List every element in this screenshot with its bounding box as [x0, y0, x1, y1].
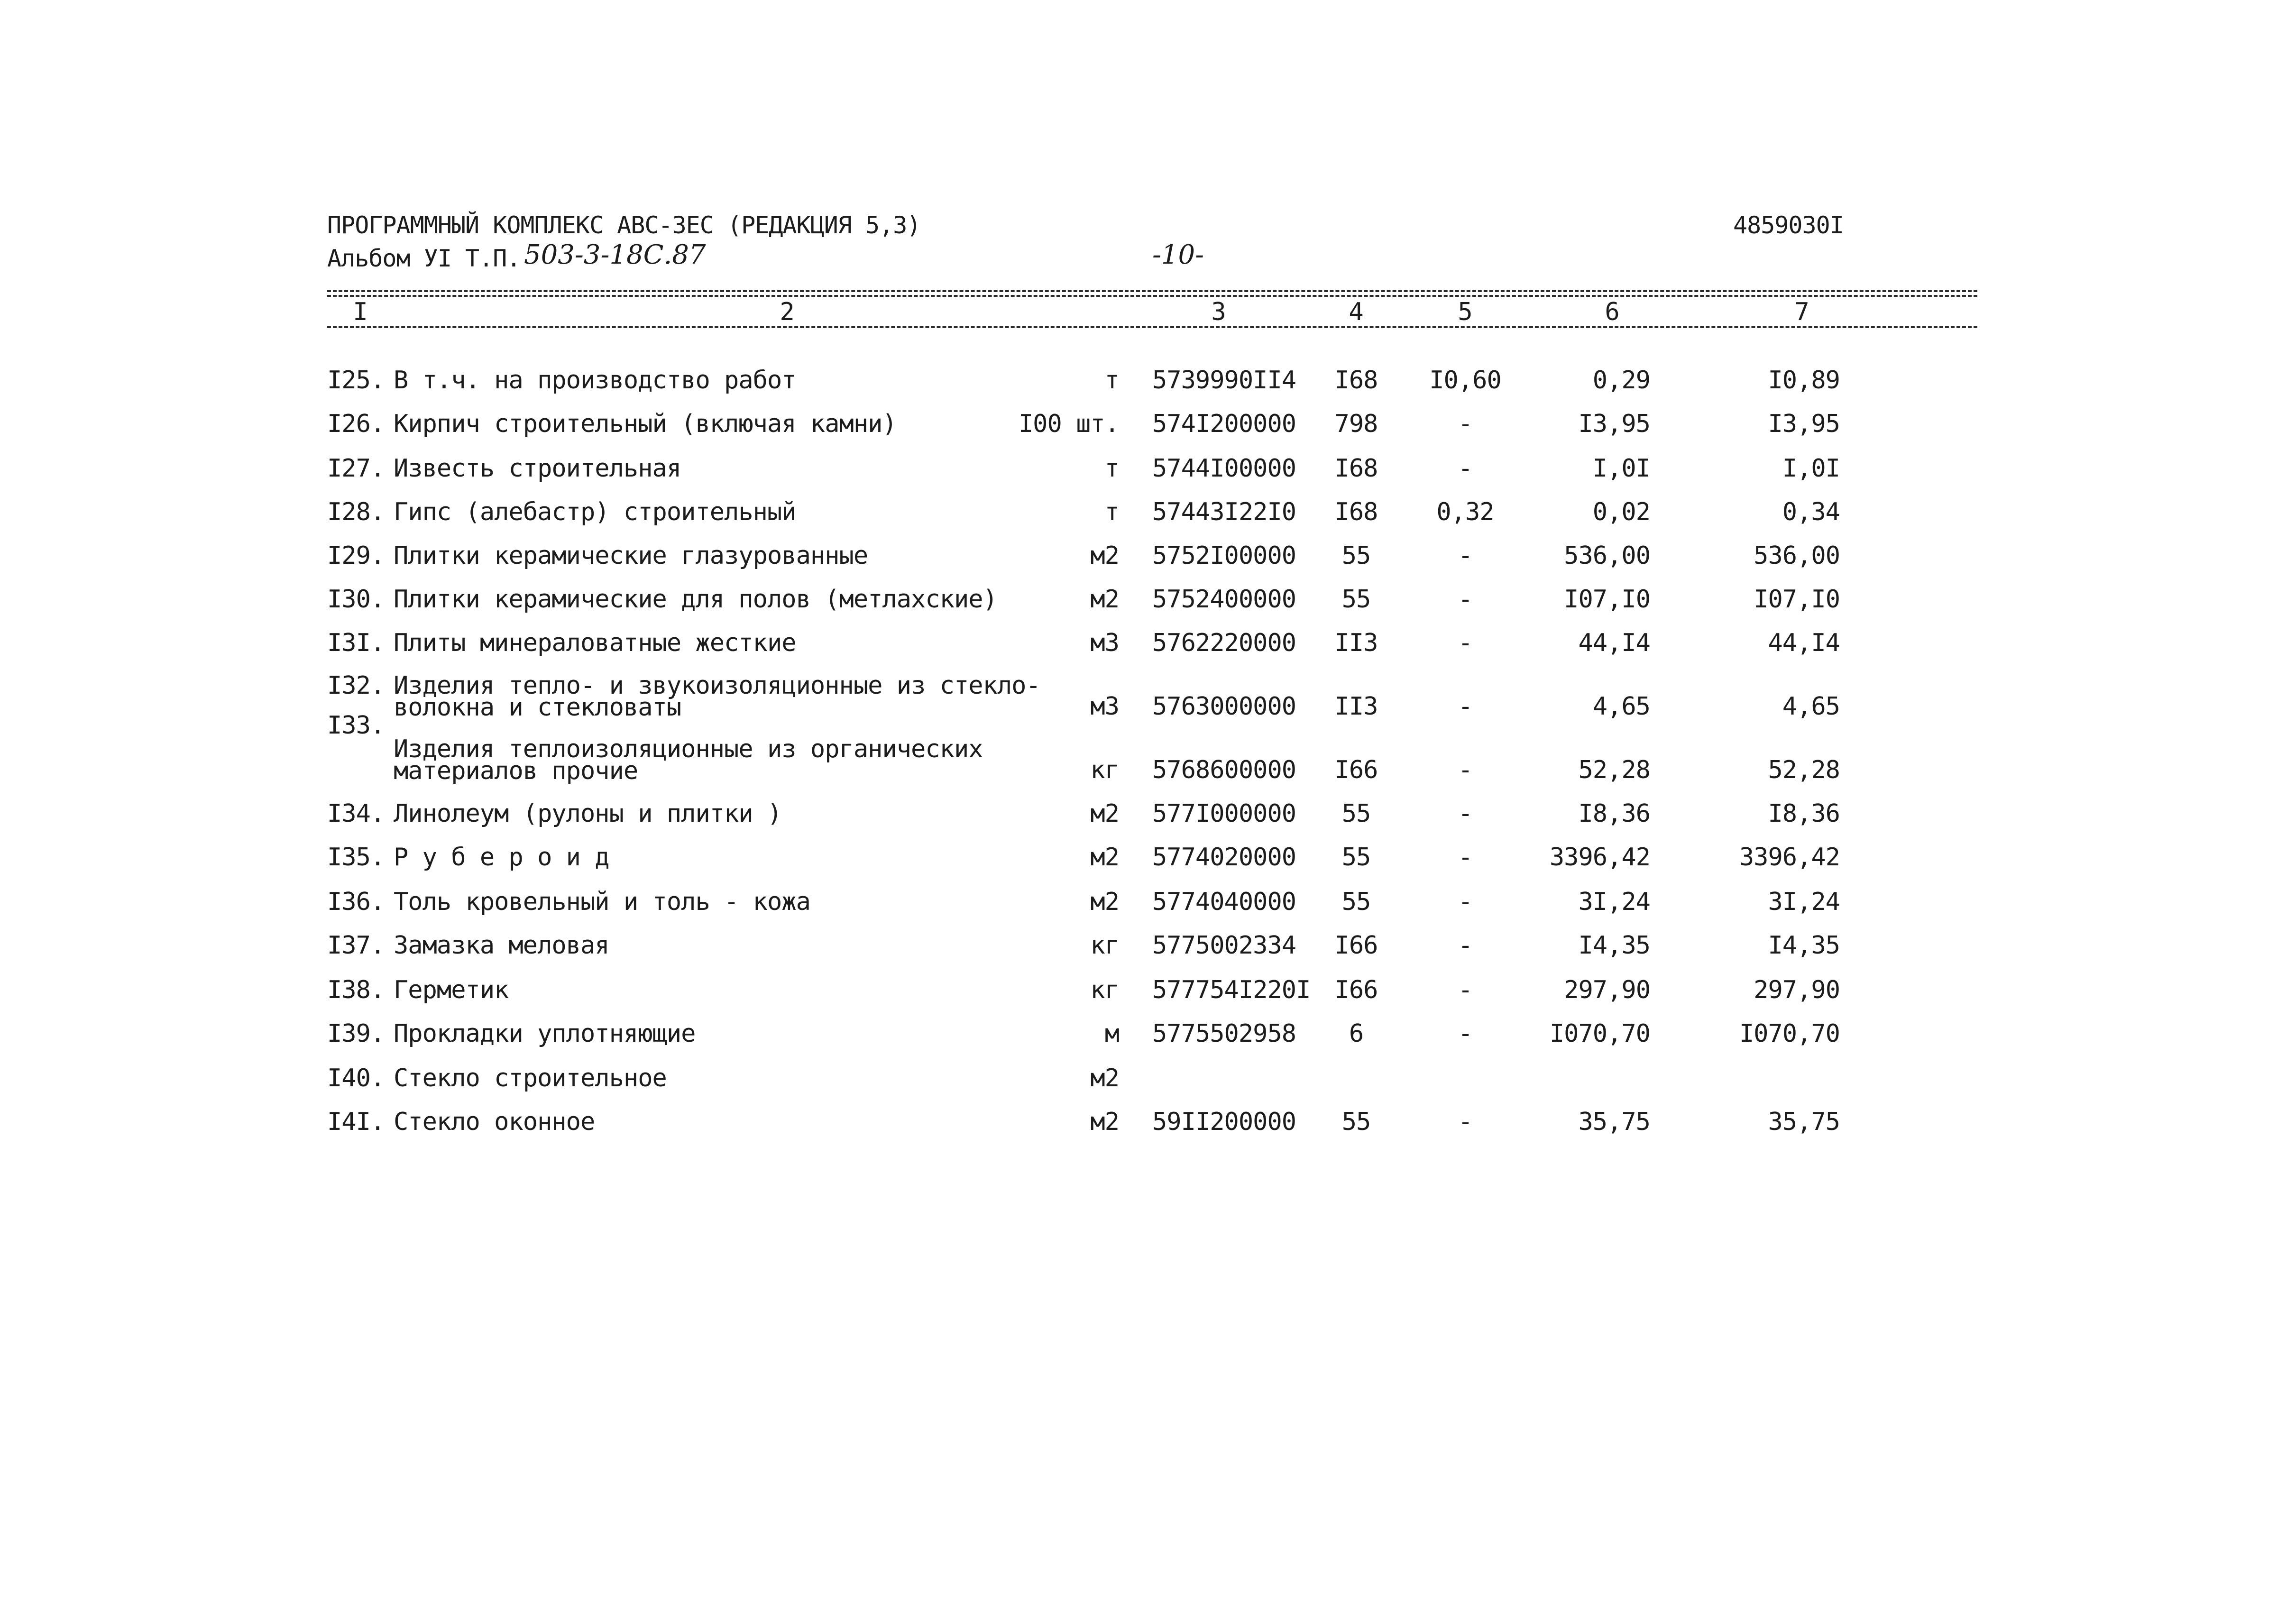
column-6-value: I4,35	[1578, 931, 1650, 960]
row-number: I28.	[327, 498, 385, 526]
material-code: 5774020000	[1152, 843, 1296, 872]
column-5-value: -	[1458, 585, 1473, 614]
column-5-value: -	[1458, 1019, 1473, 1048]
material-name: В т.ч. на производство работ	[394, 366, 796, 395]
row-number: I38.	[327, 976, 385, 1004]
material-code: 5752I00000	[1152, 541, 1296, 570]
row-number: I40.	[327, 1064, 385, 1092]
column-5-value: -	[1458, 756, 1473, 784]
row-number: I29.	[327, 541, 385, 570]
material-code: 5775502958	[1152, 1019, 1296, 1048]
column-6-value: 3396,42	[1549, 843, 1650, 872]
material-name: Замазка меловая	[394, 931, 609, 960]
column-4-value: I68	[1334, 366, 1378, 395]
row-number: I26.	[327, 410, 385, 438]
unit-of-measure: м2	[1090, 1064, 1119, 1092]
column-7-value: 536,00	[1754, 541, 1840, 570]
unit-of-measure: м2	[1090, 888, 1119, 916]
column-7-value: 4,65	[1782, 692, 1840, 721]
column-5-value: -	[1458, 931, 1473, 960]
header-rule-top-2	[327, 295, 1977, 297]
material-code: 5762220000	[1152, 629, 1296, 657]
column-5-value: -	[1458, 454, 1473, 483]
material-name: Герметик	[394, 976, 509, 1004]
material-name: Линолеум (рулоны и плитки )	[394, 799, 782, 828]
unit-of-measure: м2	[1090, 541, 1119, 570]
column-6-value: I,0I	[1592, 454, 1650, 483]
header-rule-bottom	[327, 326, 1977, 328]
column-4-value: 55	[1341, 888, 1371, 916]
column-number-6: 6	[1605, 298, 1620, 326]
column-6-value: 536,00	[1564, 541, 1650, 570]
unit-of-measure: кг	[1090, 756, 1119, 784]
column-7-value: I3,95	[1768, 410, 1840, 438]
row-number: I35.	[327, 843, 385, 872]
material-code: 5775002334	[1152, 931, 1296, 960]
column-number-1: I	[353, 298, 368, 326]
unit-of-measure: т	[1104, 366, 1119, 395]
column-6-value: 3I,24	[1578, 888, 1650, 916]
material-name: Стекло оконное	[394, 1108, 595, 1136]
column-4-value: II3	[1334, 692, 1378, 721]
column-7-value: I070,70	[1739, 1019, 1840, 1048]
column-6-value: I3,95	[1578, 410, 1650, 438]
album-number-handwritten: 503-3-18С.87	[524, 239, 706, 270]
unit-of-measure: м2	[1090, 843, 1119, 872]
column-4-value: I66	[1334, 931, 1378, 960]
column-7-value: 44,I4	[1768, 629, 1840, 657]
material-name: Толь кровельный и толь - кожа	[394, 888, 810, 916]
column-5-value: -	[1458, 410, 1473, 438]
column-number-4: 4	[1349, 298, 1364, 326]
column-4-value: I66	[1334, 756, 1378, 784]
material-name: Изделия теплоизоляционные из органических	[394, 735, 983, 763]
material-name: Плитки керамические для полов (метлахские)	[394, 585, 997, 614]
document-code: 4859030I	[1733, 211, 1844, 239]
column-4-value: 55	[1341, 541, 1371, 570]
row-number: I3I.	[327, 629, 385, 657]
page-number: -10-	[1152, 239, 1204, 270]
column-7-value: 35,75	[1768, 1108, 1840, 1136]
material-name: волокна и стекловаты	[394, 693, 681, 722]
column-5-value: -	[1458, 541, 1473, 570]
column-7-value: I0,89	[1768, 366, 1840, 395]
column-4-value: 798	[1334, 410, 1378, 438]
unit-of-measure: м2	[1090, 799, 1119, 828]
program-title: ПРОГРАММНЫЙ КОМПЛЕКС АВС-ЗЕС (РЕДАКЦИЯ 5,3)	[327, 211, 921, 239]
column-6-value: 4,65	[1592, 692, 1650, 721]
material-code: 577754I220I	[1152, 976, 1311, 1004]
column-7-value: 3396,42	[1739, 843, 1840, 872]
column-4-value: 55	[1341, 1108, 1371, 1136]
unit-of-measure: т	[1104, 498, 1119, 526]
row-number: I4I.	[327, 1108, 385, 1136]
header-rule-top	[327, 290, 1977, 292]
column-6-value: I8,36	[1578, 799, 1650, 828]
column-5-value: -	[1458, 976, 1473, 1004]
material-code: 57443I22I0	[1152, 498, 1296, 526]
column-5-value: -	[1458, 888, 1473, 916]
row-number: I30.	[327, 585, 385, 614]
material-name: Стекло строительное	[394, 1064, 667, 1092]
unit-of-measure: м2	[1090, 1108, 1119, 1136]
column-7-value: 52,28	[1768, 756, 1840, 784]
material-code: 574I200000	[1152, 410, 1296, 438]
column-6-value: I07,I0	[1564, 585, 1650, 614]
material-code: 577I000000	[1152, 799, 1296, 828]
material-name: Р у б е р о и д	[394, 843, 609, 872]
column-7-value: 297,90	[1754, 976, 1840, 1004]
column-5-value: -	[1458, 799, 1473, 828]
column-4-value: 6	[1349, 1019, 1364, 1048]
material-code: 5768600000	[1152, 756, 1296, 784]
column-6-value: 0,02	[1592, 498, 1650, 526]
column-4-value: 55	[1341, 585, 1371, 614]
column-7-value: I,0I	[1782, 454, 1840, 483]
unit-of-measure: кг	[1090, 931, 1119, 960]
unit-of-measure: I00 шт.	[1018, 410, 1119, 438]
column-4-value: 55	[1341, 799, 1371, 828]
row-number: I33.	[327, 711, 385, 740]
unit-of-measure: кг	[1090, 976, 1119, 1004]
row-number: I37.	[327, 931, 385, 960]
column-7-value: I4,35	[1768, 931, 1840, 960]
column-5-value: -	[1458, 1108, 1473, 1136]
material-code: 5744I00000	[1152, 454, 1296, 483]
column-number-3: 3	[1211, 298, 1226, 326]
unit-of-measure: м3	[1090, 629, 1119, 657]
material-name: Плитки керамические глазурованные	[394, 541, 868, 570]
column-5-value: I0,60	[1429, 366, 1501, 395]
column-6-value: 0,29	[1592, 366, 1650, 395]
row-number: I34.	[327, 799, 385, 828]
unit-of-measure: м2	[1090, 585, 1119, 614]
column-7-value: 3I,24	[1768, 888, 1840, 916]
row-number: I39.	[327, 1019, 385, 1048]
column-4-value: II3	[1334, 629, 1378, 657]
material-code: 5763000000	[1152, 692, 1296, 721]
column-number-5: 5	[1458, 298, 1473, 326]
material-name: Плиты минераловатные жесткие	[394, 629, 796, 657]
column-6-value: 35,75	[1578, 1108, 1650, 1136]
material-code: 5739990II4	[1152, 366, 1296, 395]
material-name: материалов прочие	[394, 757, 638, 785]
row-number: I27.	[327, 454, 385, 483]
material-name: Известь строительная	[394, 454, 681, 483]
column-5-value: -	[1458, 843, 1473, 872]
material-code: 5752400000	[1152, 585, 1296, 614]
column-5-value: -	[1458, 629, 1473, 657]
material-name: Изделия тепло- и звукоизоляционные из стекло-	[394, 671, 1040, 700]
unit-of-measure: т	[1104, 454, 1119, 483]
column-6-value: I070,70	[1549, 1019, 1650, 1048]
album-label: Альбом УI Т.П.	[327, 245, 521, 272]
column-7-value: I07,I0	[1754, 585, 1840, 614]
column-4-value: 55	[1341, 843, 1371, 872]
column-7-value: 0,34	[1782, 498, 1840, 526]
column-7-value: I8,36	[1768, 799, 1840, 828]
column-6-value: 52,28	[1578, 756, 1650, 784]
column-6-value: 297,90	[1564, 976, 1650, 1004]
material-name: Прокладки уплотняющие	[394, 1019, 696, 1048]
column-4-value: I68	[1334, 454, 1378, 483]
row-number: I32.	[327, 671, 385, 700]
row-number: I36.	[327, 888, 385, 916]
column-4-value: I68	[1334, 498, 1378, 526]
material-code: 59II200000	[1152, 1108, 1296, 1136]
material-name: Кирпич строительный (включая камни)	[394, 410, 897, 438]
material-name: Гипс (алебастр) строительный	[394, 498, 796, 526]
column-4-value: I66	[1334, 976, 1378, 1004]
column-5-value: -	[1458, 692, 1473, 721]
unit-of-measure: м3	[1090, 692, 1119, 721]
column-6-value: 44,I4	[1578, 629, 1650, 657]
column-number-2: 2	[780, 298, 795, 326]
material-code: 5774040000	[1152, 888, 1296, 916]
column-5-value: 0,32	[1436, 498, 1494, 526]
unit-of-measure: м	[1104, 1019, 1119, 1048]
row-number: I25.	[327, 366, 385, 395]
column-number-7: 7	[1794, 298, 1809, 326]
